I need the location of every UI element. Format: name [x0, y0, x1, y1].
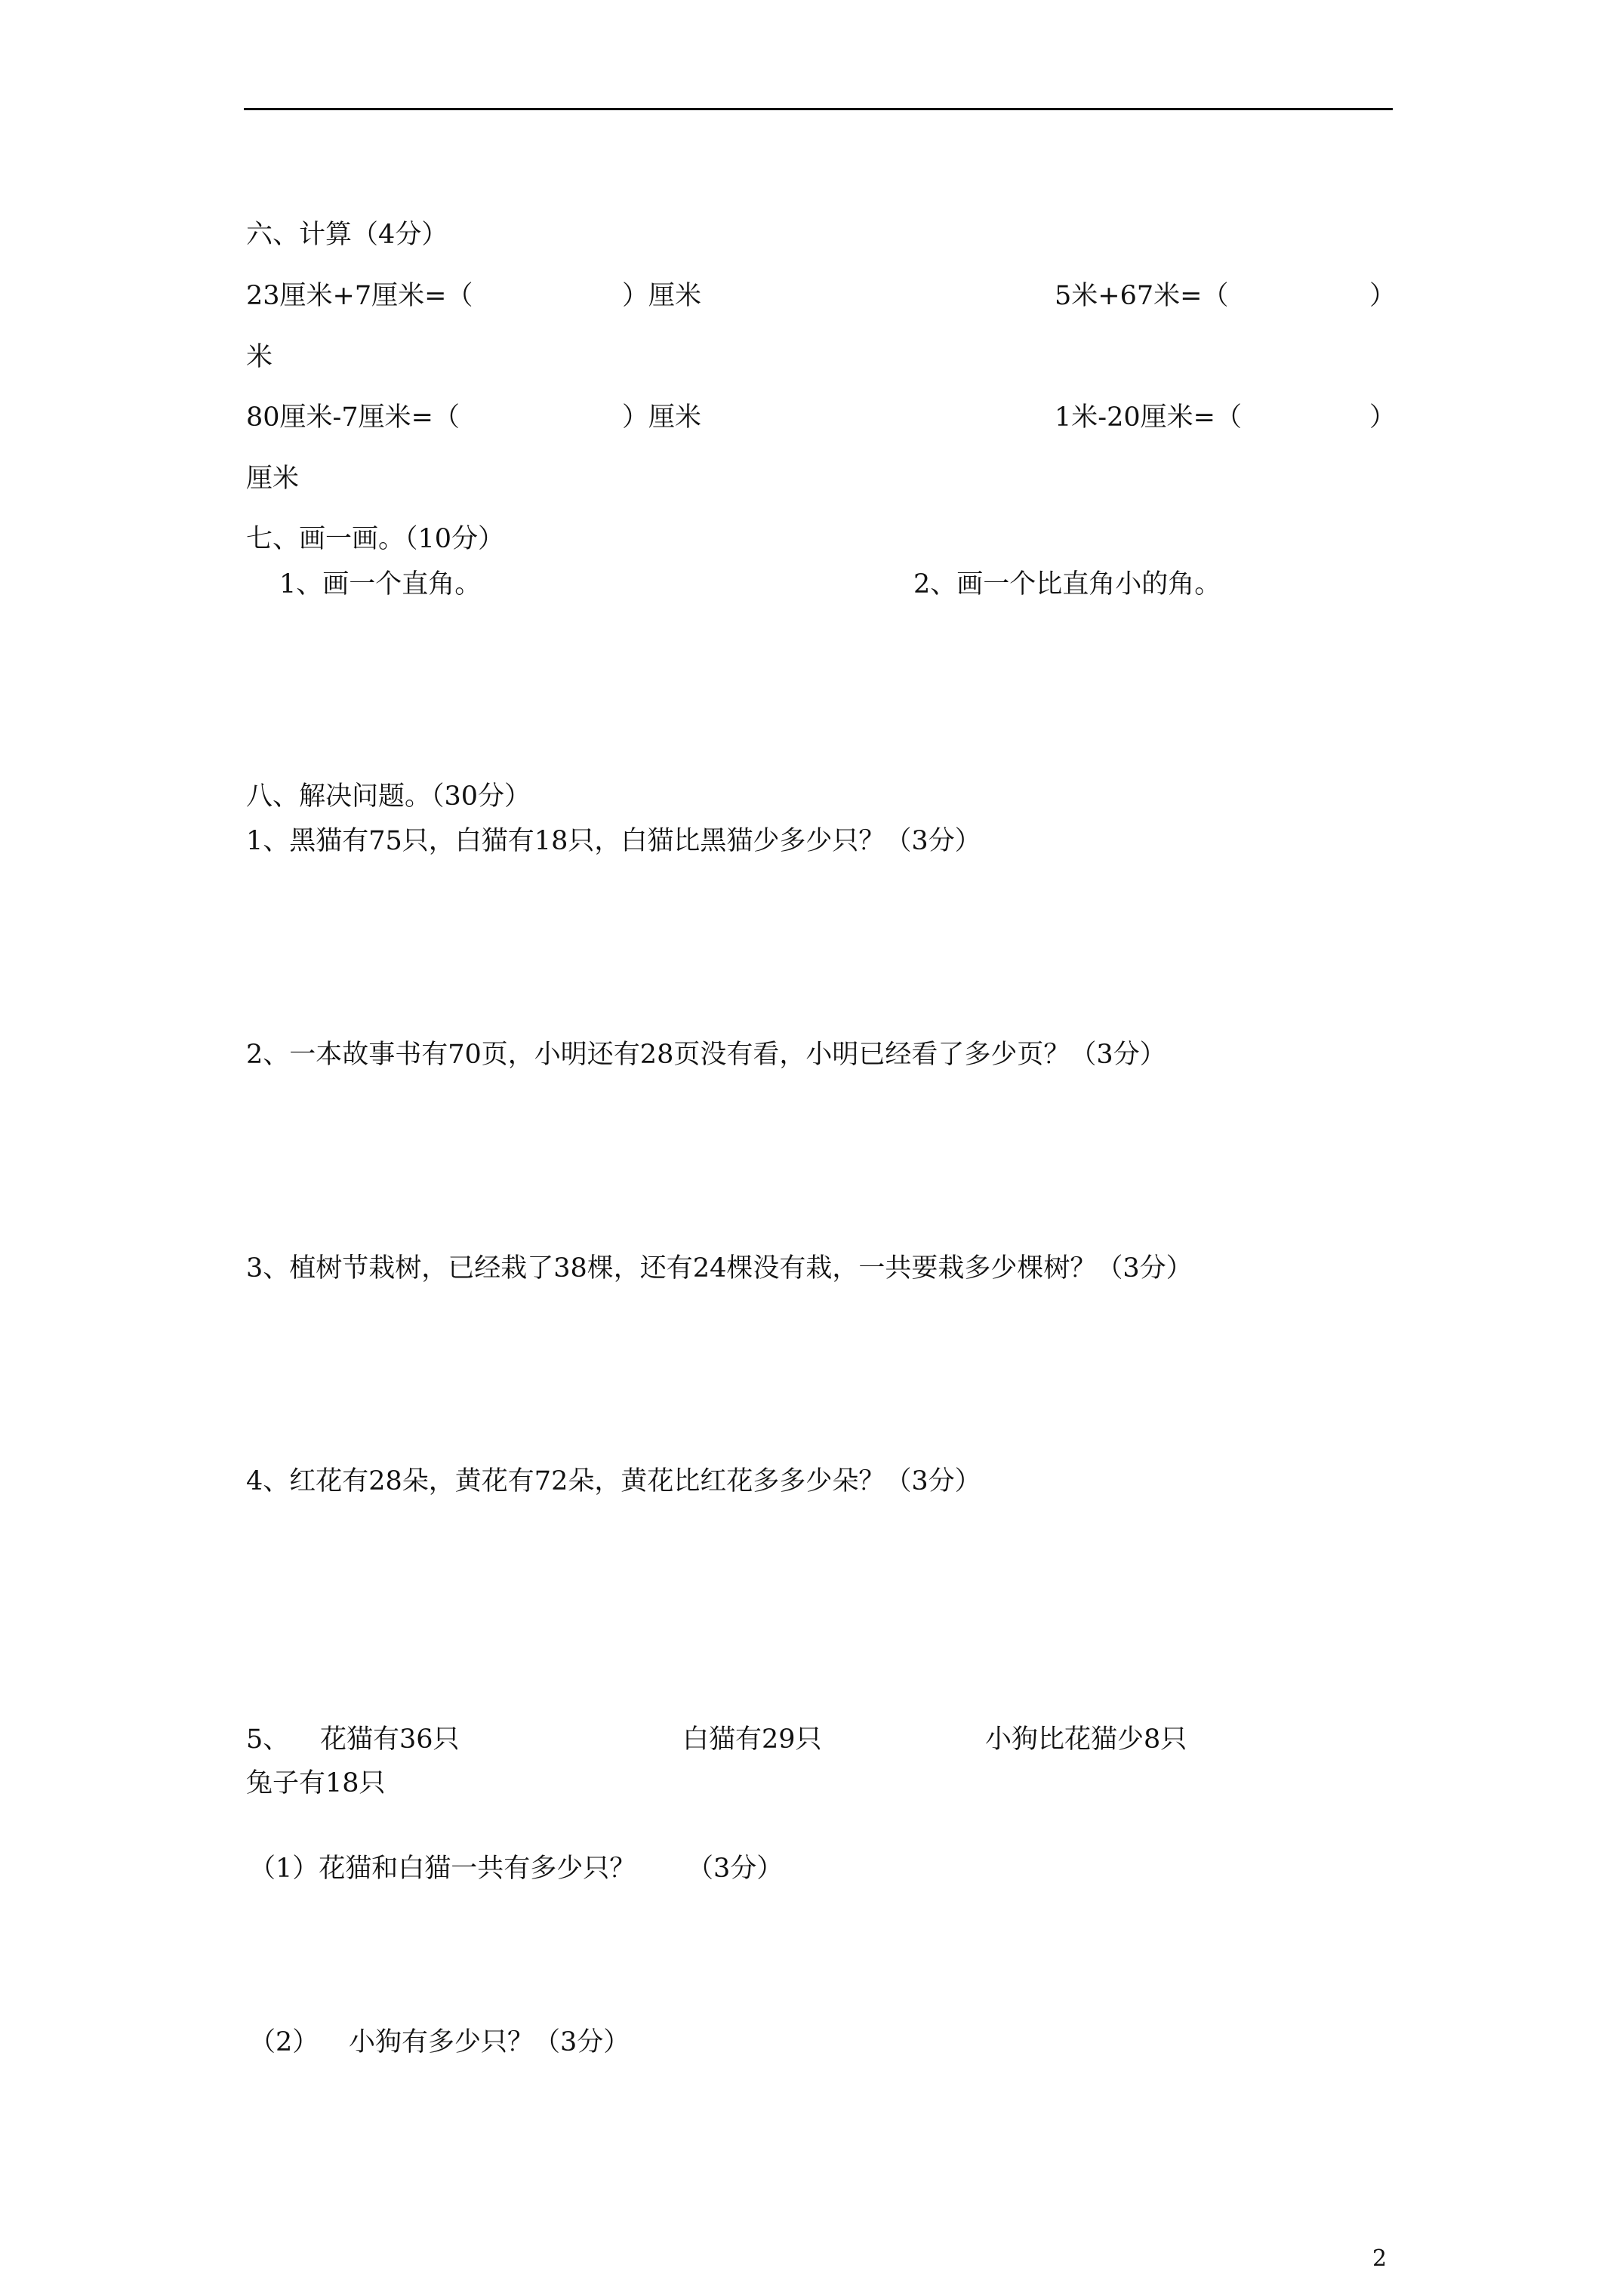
- calc-2-unit: 米: [246, 342, 273, 372]
- problem-5-sub-2: 小狗有多少只？（3分）: [349, 2027, 630, 2057]
- draw-question-1: 1、画一个直角。: [279, 569, 482, 599]
- problem-5-number: 5、: [246, 1724, 290, 1755]
- problem-2: 2、一本故事书有70页，小明还有28页没有看，小明已经看了多少页？（3分）: [246, 1040, 1166, 1070]
- problem-5-sub-1: （1）花猫和白猫一共有多少只？: [249, 1854, 636, 1884]
- calc-1-unit: ）厘米: [622, 281, 702, 311]
- calc-4-unit: 厘米: [246, 464, 300, 494]
- section-7-title: 七、画一画。（10分）: [246, 524, 505, 554]
- problem-1: 1、黑猫有75只，白猫有18只，白猫比黑猫少多少只？（3分）: [246, 826, 981, 856]
- problem-5-fact-b: 白猫有29只: [682, 1724, 822, 1755]
- calc-3-unit: ）厘米: [622, 402, 702, 433]
- calc-2-close: ）: [1369, 281, 1397, 311]
- draw-question-2: 2、画一个比直角小的角。: [913, 569, 1221, 599]
- problem-3: 3、植树节栽树，已经栽了38棵，还有24棵没有栽，一共要栽多少棵树？（3分）: [246, 1253, 1193, 1284]
- page-number: 2: [1372, 2245, 1387, 2272]
- calc-3-left: 80厘米-7厘米=（: [246, 402, 460, 433]
- problem-5-sub-1-points: （3分）: [687, 1854, 784, 1884]
- section-6-title: 六、计算（4分）: [246, 220, 448, 250]
- problem-4: 4、红花有28朵，黄花有72朵，黄花比红花多多少朵？（3分）: [246, 1466, 981, 1496]
- calc-1-left: 23厘米+7厘米=（: [246, 281, 473, 311]
- calc-4-left: 1米-20厘米=（: [1055, 402, 1242, 433]
- problem-5-sub-2-number: （2）: [249, 2027, 319, 2057]
- calc-4-close: ）: [1369, 402, 1397, 433]
- problem-5-fact-c: 小狗比花猫少8只: [985, 1724, 1187, 1755]
- problem-5-fact-a: 花猫有36只: [320, 1724, 460, 1755]
- calc-2-left: 5米+67米=（: [1055, 281, 1229, 311]
- section-8-title: 八、解决问题。（30分）: [246, 781, 531, 812]
- header-rule: [244, 108, 1393, 110]
- problem-5-fact-d: 兔子有18只: [246, 1768, 386, 1798]
